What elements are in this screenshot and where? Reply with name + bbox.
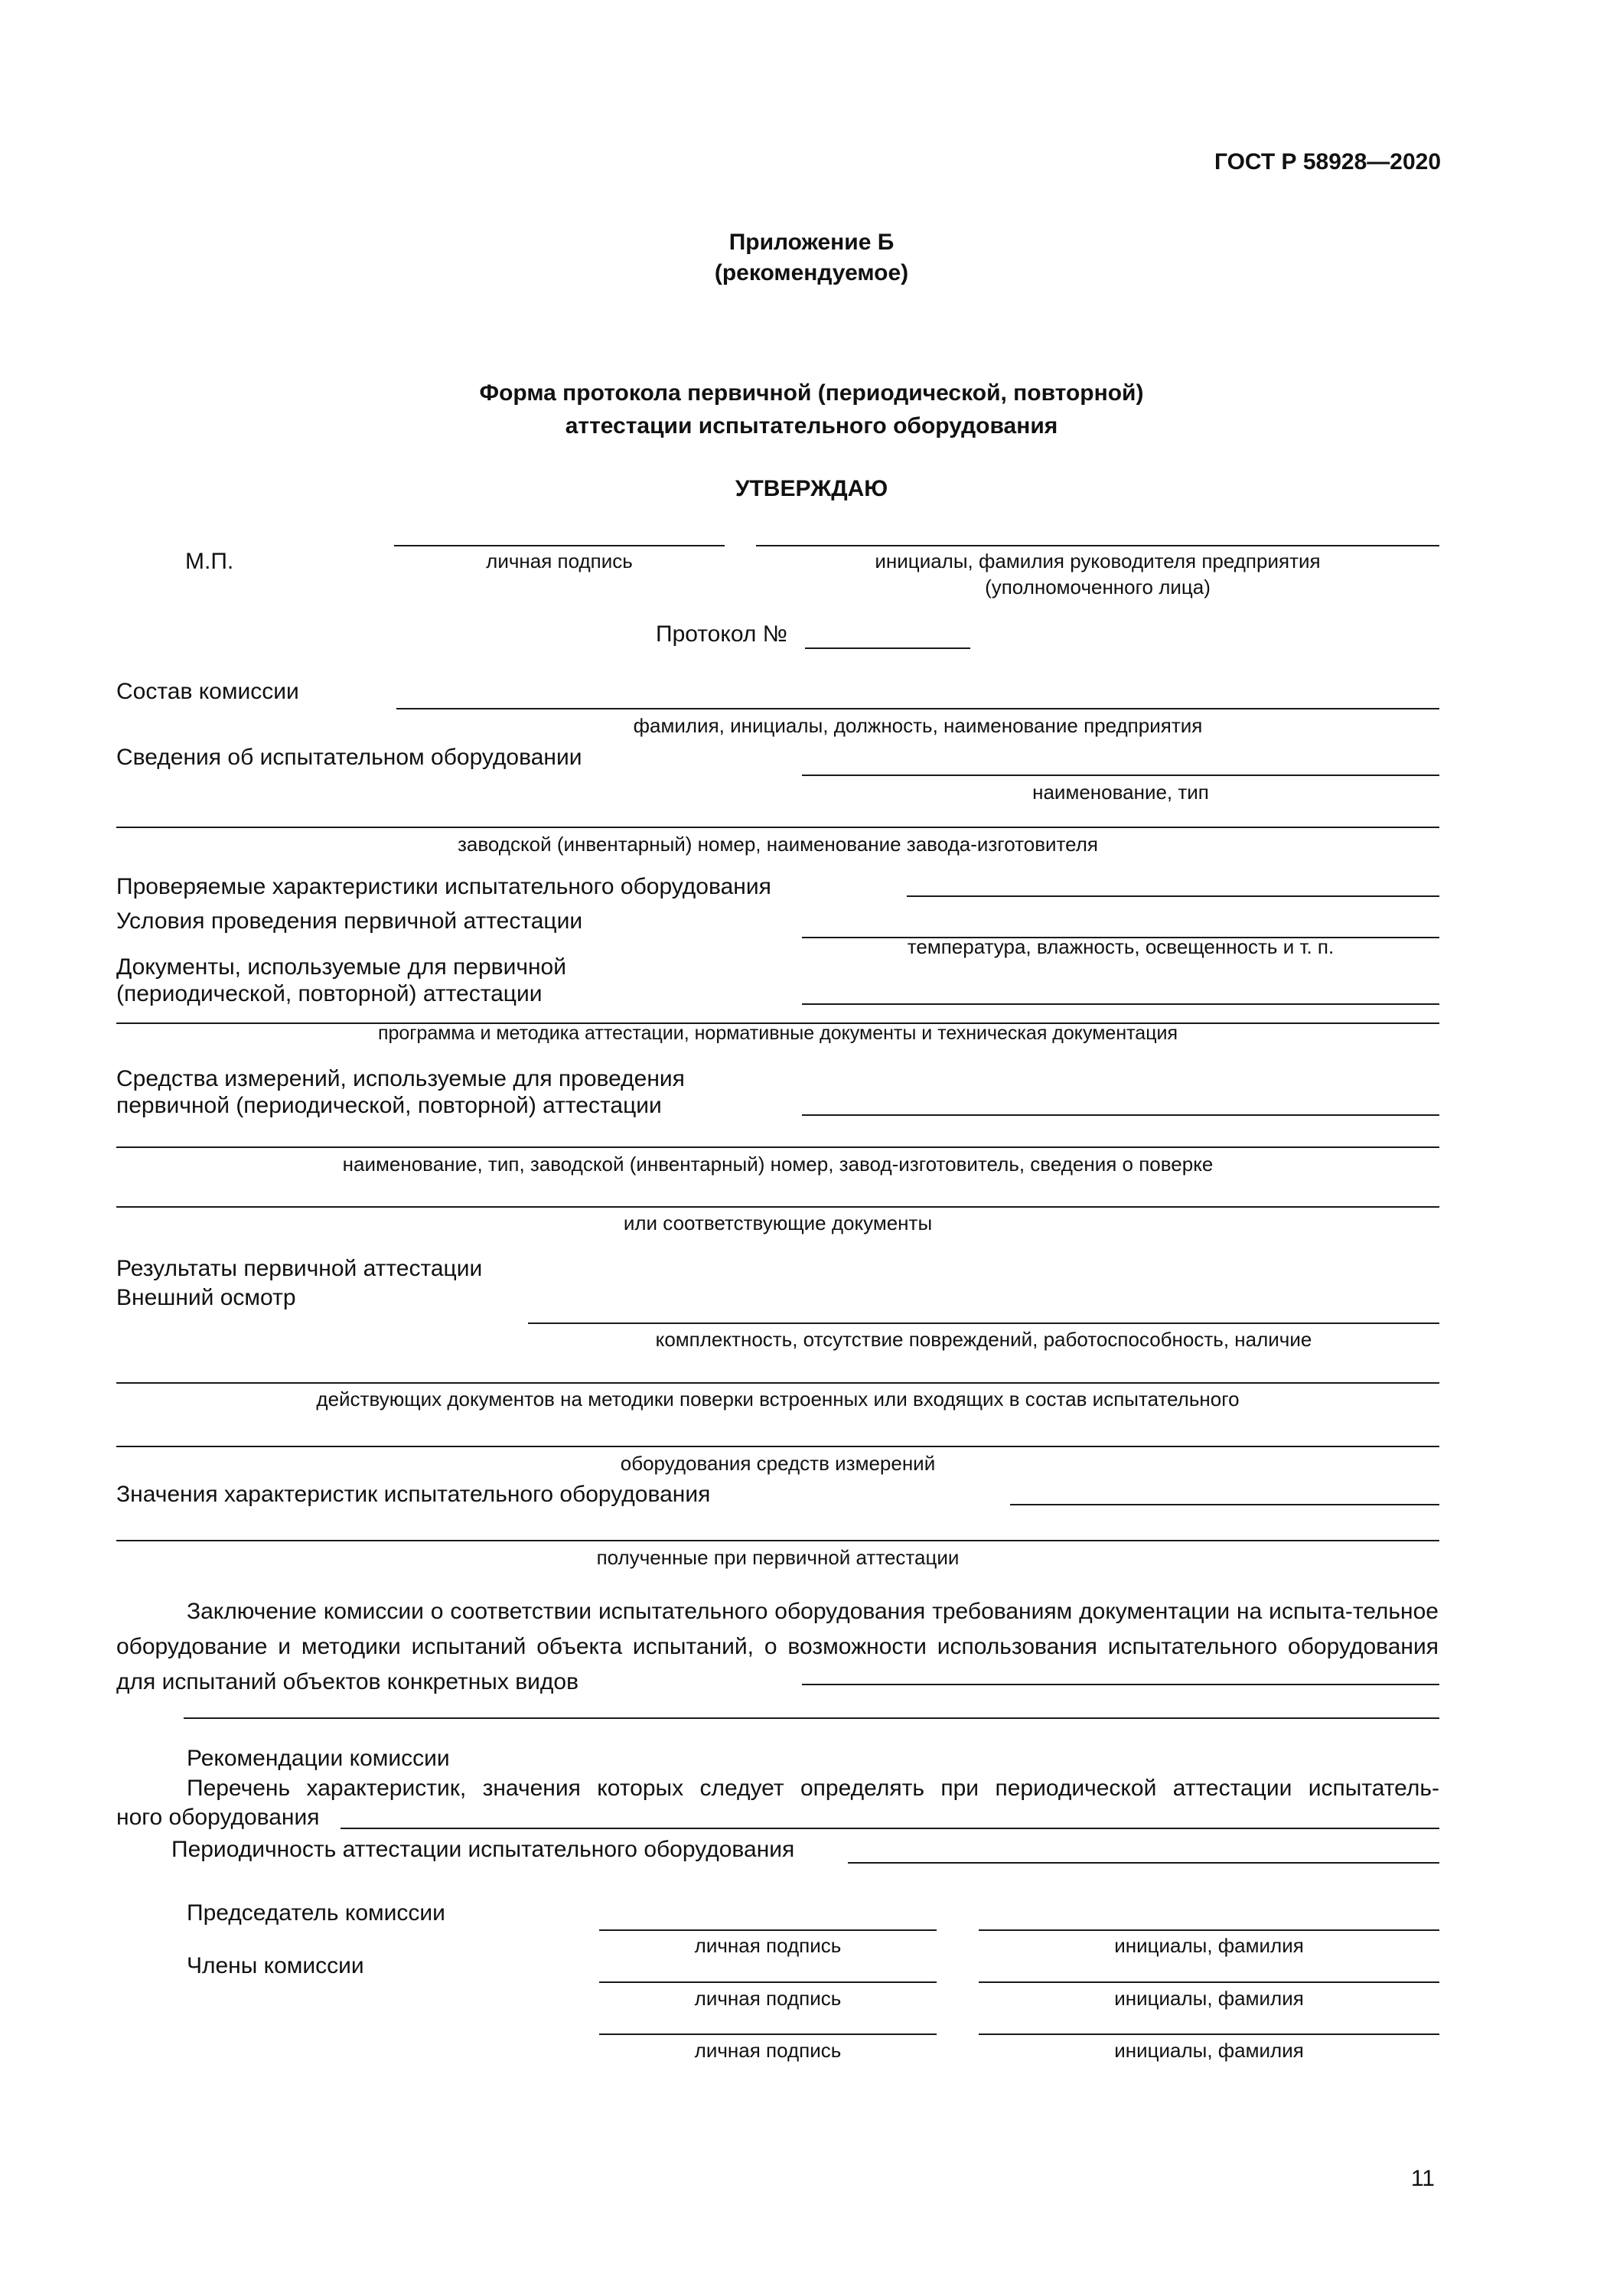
values-line-2[interactable]	[116, 1540, 1439, 1541]
instruments-caption: наименование, тип, заводской (инвентарный) номер, завод-изготовитель, сведения о поверке	[342, 1153, 1214, 1176]
values-label: Значения характеристик испытательного оборудования	[116, 1482, 711, 1507]
form-title-line1: Форма протокола первичной (периодической, повторной)	[479, 380, 1144, 406]
instruments-line-2[interactable]	[116, 1146, 1439, 1148]
documents-line-1[interactable]	[802, 1003, 1439, 1005]
values-caption: полученные при первичной аттестации	[596, 1546, 960, 1569]
inspection-caption-3: оборудования средств измерений	[620, 1452, 936, 1475]
chairman-name-line[interactable]	[979, 1929, 1439, 1931]
member2-name-caption: инициалы, фамилия	[1114, 2039, 1304, 2062]
inspection-line-3[interactable]	[116, 1446, 1439, 1447]
members-label: Члены комиссии	[187, 1953, 364, 1978]
approve-name-caption-1: инициалы, фамилия руководителя предприятия	[875, 550, 1321, 572]
periodicity-line[interactable]	[848, 1862, 1439, 1864]
member2-signature-line[interactable]	[599, 2033, 937, 2035]
approve-signature-caption: личная подпись	[486, 550, 633, 572]
chairman-signature-line[interactable]	[599, 1929, 937, 1931]
periodicity-label: Периодичность аттестации испытательного оборудования	[171, 1837, 795, 1862]
protocol-number-line[interactable]	[805, 647, 970, 649]
form-title-line2: аттестации испытательного оборудования	[565, 413, 1058, 439]
member1-name-caption: инициалы, фамилия	[1114, 1987, 1304, 2010]
instruments-label-1: Средства измерений, используемые для проведения	[116, 1066, 685, 1091]
commission-caption: фамилия, инициалы, должность, наименование предприятия	[633, 714, 1203, 737]
instruments-caption-2: или соответствующие документы	[623, 1212, 933, 1234]
conditions-label: Условия проведения первичной аттестации	[116, 908, 583, 934]
recommendations-list-line[interactable]	[341, 1828, 1439, 1829]
member1-signature-line[interactable]	[599, 1981, 937, 1983]
equipment-name-line[interactable]	[802, 775, 1439, 776]
equipment-info-label: Сведения об испытательном оборудовании	[116, 745, 582, 770]
appendix-subtitle: (рекомендуемое)	[714, 260, 909, 285]
protocol-label: Протокол №	[656, 621, 787, 647]
member1-signature-caption: личная подпись	[694, 1987, 842, 2010]
recommendations-list-2: ного оборудования	[116, 1805, 320, 1830]
conclusion-paragraph: Заключение комиссии о соответствии испытательного оборудования требованиям документации на испыта-тельное оборудование и методики испытаний объекта испытаний, о возможности использования испытательного оборудования для испытаний объектов конкретных видов	[116, 1599, 1439, 1694]
member2-signature-caption: личная подпись	[694, 2039, 842, 2062]
inspection-caption-2: действующих документов на методики поверки встроенных или входящих в состав испытательного	[316, 1388, 1240, 1411]
documents-label-1: Документы, используемые для первичной	[116, 954, 566, 980]
appendix-title: Приложение Б	[728, 230, 895, 255]
commission-label: Состав комиссии	[116, 679, 299, 704]
characteristics-line[interactable]	[907, 895, 1439, 897]
equipment-serial-line[interactable]	[116, 827, 1439, 828]
stamp-label: М.П.	[185, 549, 234, 574]
inspection-caption-1: комплектность, отсутствие повреждений, работоспособность, наличие	[655, 1328, 1312, 1351]
characteristics-label: Проверяемые характеристики испытательного оборудования	[116, 874, 771, 899]
approve-title: УТВЕРЖДАЮ	[735, 476, 888, 501]
instruments-line-1[interactable]	[802, 1114, 1439, 1116]
documents-caption: программа и методика аттестации, нормативные документы и техническая документация	[377, 1022, 1178, 1044]
inspection-label: Внешний осмотр	[116, 1285, 296, 1310]
chairman-signature-caption: личная подпись	[694, 1934, 842, 1957]
recommendations-list-1: Перечень характеристик, значения которых следует определять при периодической аттестации испытатель-	[187, 1776, 1439, 1801]
equipment-caption: наименование, тип	[1032, 781, 1209, 804]
commission-line[interactable]	[396, 708, 1439, 709]
inspection-line-1[interactable]	[528, 1322, 1439, 1324]
approve-signature-line[interactable]	[394, 545, 725, 546]
chairman-name-caption: инициалы, фамилия	[1114, 1934, 1304, 1957]
recommendations-title: Рекомендации комиссии	[187, 1746, 450, 1771]
chairman-label: Председатель комиссии	[187, 1900, 445, 1926]
results-label: Результаты первичной аттестации	[116, 1256, 483, 1281]
inspection-line-2[interactable]	[116, 1382, 1439, 1384]
member1-name-line[interactable]	[979, 1981, 1439, 1983]
conclusion-line-2[interactable]	[184, 1717, 1439, 1719]
instruments-label-2: первичной (периодической, повторной) аттестации	[116, 1093, 662, 1118]
conditions-caption: температура, влажность, освещенность и т. п.	[907, 935, 1335, 958]
page-number: 11	[1410, 2166, 1435, 2191]
documents-label-2: (периодической, повторной) аттестации	[116, 981, 543, 1006]
conclusion-line-1[interactable]	[802, 1684, 1439, 1685]
values-line-1[interactable]	[1010, 1504, 1439, 1505]
serial-caption: заводской (инвентарный) номер, наименование завода-изготовителя	[457, 833, 1098, 856]
member2-name-line[interactable]	[979, 2033, 1439, 2035]
instruments-line-3[interactable]	[116, 1206, 1439, 1208]
approve-name-caption-2: (уполномоченного лица)	[985, 576, 1211, 598]
standard-number: ГОСТ Р 58928—2020	[1214, 149, 1441, 174]
approve-name-line[interactable]	[756, 545, 1439, 546]
